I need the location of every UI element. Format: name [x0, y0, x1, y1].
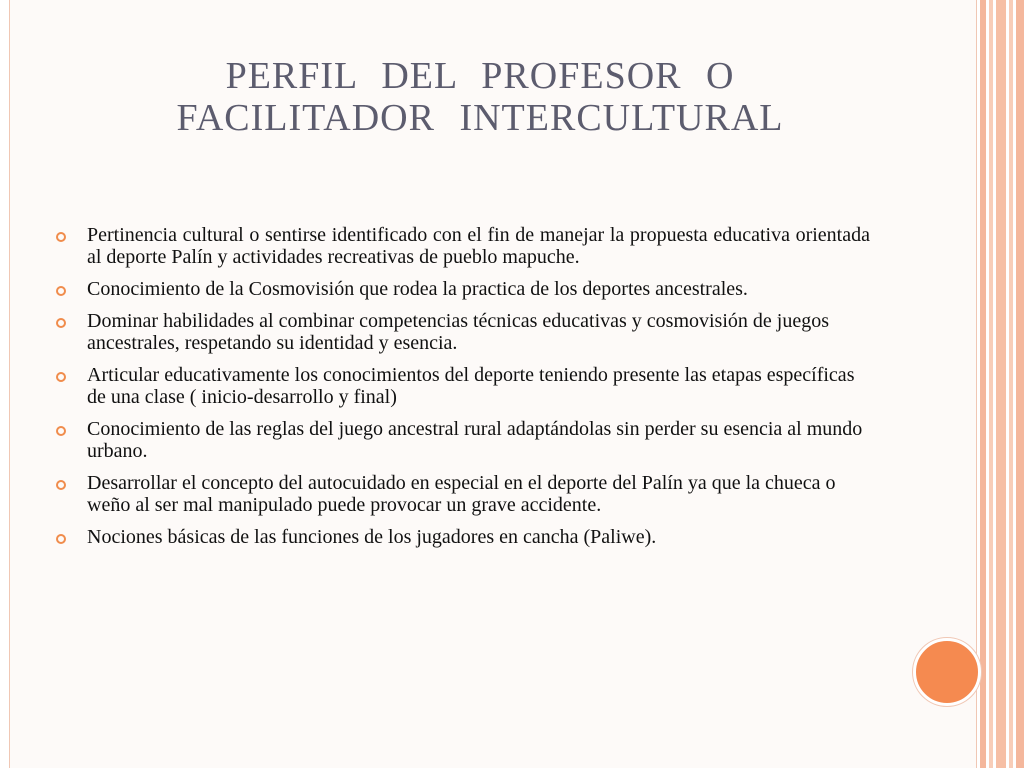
bullet-text: Nociones básicas de las funciones de los jugadores en cancha (Paliwe).: [87, 526, 657, 548]
list-item: [52, 364, 870, 408]
list-item: [52, 224, 870, 268]
decorative-stripe: [1009, 0, 1013, 768]
decorative-stripe: [980, 0, 986, 768]
bullet-ring-icon: [56, 286, 66, 296]
bullet-ring-icon: [56, 426, 66, 436]
bullet-text: Desarrollar el concepto del autocuidado en especial en el deporte del Palín ya que la chueca o weño al ser mal manipulado puede provocar un grave accidente.: [87, 472, 836, 516]
bullet-list: [52, 224, 870, 558]
bullet-ring-icon: [56, 480, 66, 490]
list-item: [52, 310, 870, 354]
title-line-2: FACILITADOR INTERCULTURAL: [176, 97, 784, 139]
decorative-stripe: [1016, 0, 1024, 768]
bullet-text: Dominar habilidades al combinar competencias técnicas educativas y cosmovisión de juegos ancestrales, respetando su identidad y esencia.: [87, 310, 829, 354]
bullet-ring-icon: [56, 372, 66, 382]
decorative-circle: [913, 638, 981, 706]
bullet-text: Conocimiento de las reglas del juego ancestral rural adaptándolas sin perder su esencia al mundo urbano.: [87, 418, 863, 462]
bullet-text: Conocimiento de la Cosmovisión que rodea la practica de los deportes ancestrales.: [87, 278, 748, 300]
list-item: [52, 526, 870, 548]
bullet-text: Articular educativamente los conocimientos del deporte teniendo presente las etapas específicas de una clase ( inicio-desarrollo y final): [87, 364, 855, 408]
title-line-1: PERFIL DEL PROFESOR O: [225, 55, 735, 97]
list-item: [52, 278, 870, 300]
bullet-ring-icon: [56, 318, 66, 328]
bullet-ring-icon: [56, 534, 66, 544]
decorative-stripe: [989, 0, 993, 768]
slide-title: [60, 55, 900, 139]
bullet-ring-icon: [56, 232, 66, 242]
list-item: [52, 472, 870, 516]
decorative-stripe: [996, 0, 1006, 768]
list-item: [52, 418, 870, 462]
bullet-text: Pertinencia cultural o sentirse identificado con el fin de manejar la propuesta educativa orientada al deporte Palín y actividades recreativas de pueblo mapuche.: [87, 224, 870, 268]
